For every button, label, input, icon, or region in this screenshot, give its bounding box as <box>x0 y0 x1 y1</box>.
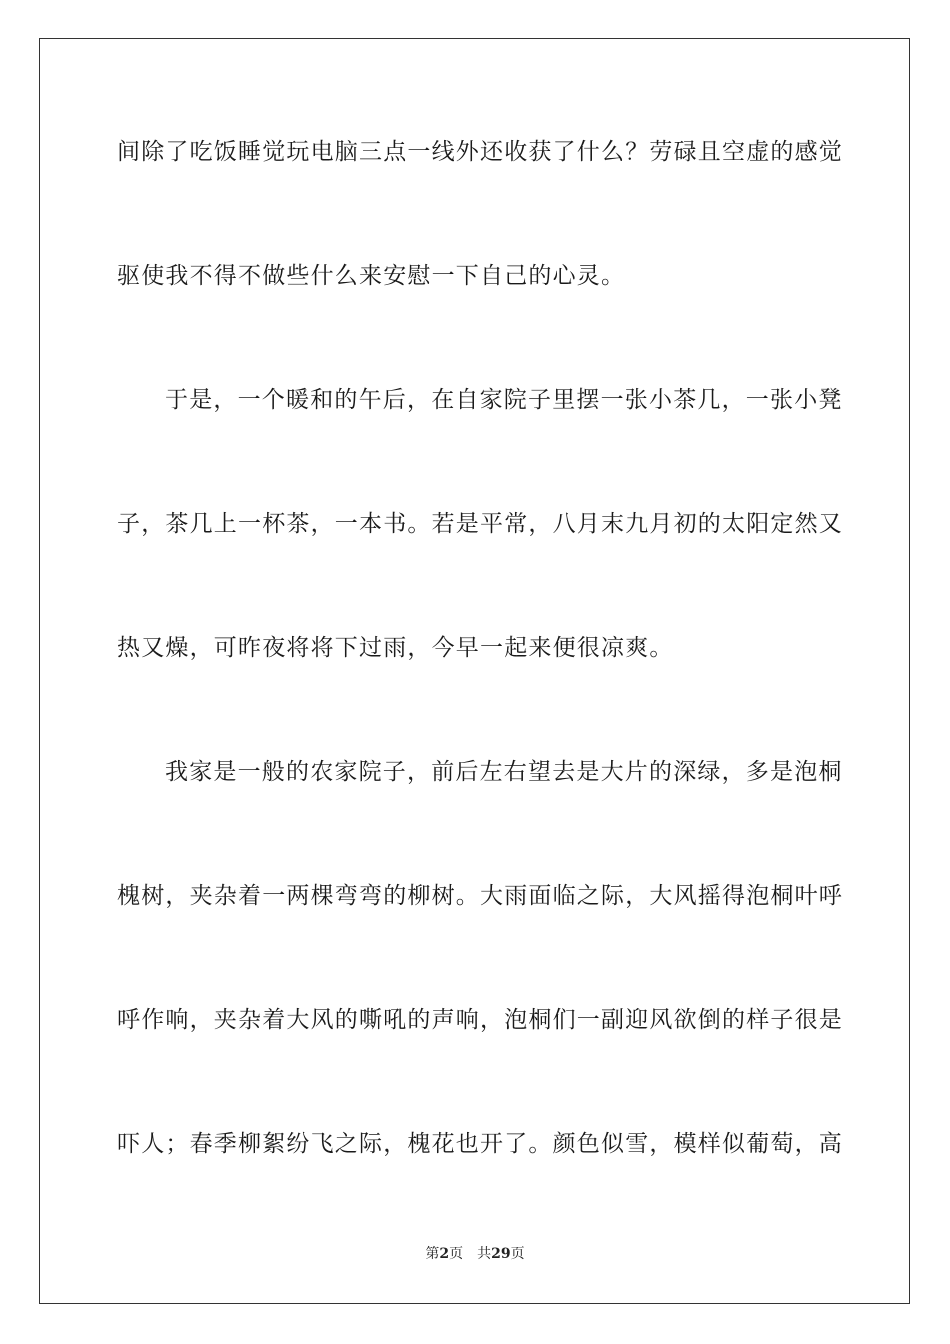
text-line-8: 呼作响，夹杂着大风的嘶吼的声响，泡桐们一副迎风欲倒的样子很是 <box>117 1007 843 1033</box>
text-line-2: 驱使我不得不做些什么来安慰一下自己的心灵。 <box>117 263 626 289</box>
text-line-5: 热又燥，可昨夜将将下过雨，今早一起来便很凉爽。 <box>117 635 674 661</box>
page-suffix: 页 <box>449 1246 464 1262</box>
page-footer <box>0 1245 950 1263</box>
text-line-6: 我家是一般的农家院子，前后左右望去是大片的深绿，多是泡桐 <box>165 759 843 785</box>
text-line-1: 间除了吃饭睡觉玩电脑三点一线外还收获了什么？劳碌且空虚的感觉 <box>117 139 843 165</box>
total-prefix: 共 <box>477 1246 492 1262</box>
total-suffix: 页 <box>510 1246 525 1262</box>
text-line-7: 槐树，夹杂着一两棵弯弯的柳树。大雨面临之际，大风摇得泡桐叶呼 <box>117 883 843 909</box>
page-border <box>39 38 910 1304</box>
total-pages: 29 <box>491 1246 511 1262</box>
text-line-3: 于是，一个暖和的午后，在自家院子里摆一张小茶几，一张小凳 <box>165 387 843 413</box>
text-line-9: 吓人；春季柳絮纷飞之际，槐花也开了。颜色似雪，模样似葡萄，高 <box>117 1131 843 1157</box>
page-number: 2 <box>439 1246 450 1262</box>
page-prefix: 第 <box>425 1246 440 1262</box>
text-line-4: 子，茶几上一杯茶，一本书。若是平常，八月末九月初的太阳定然又 <box>117 511 843 537</box>
